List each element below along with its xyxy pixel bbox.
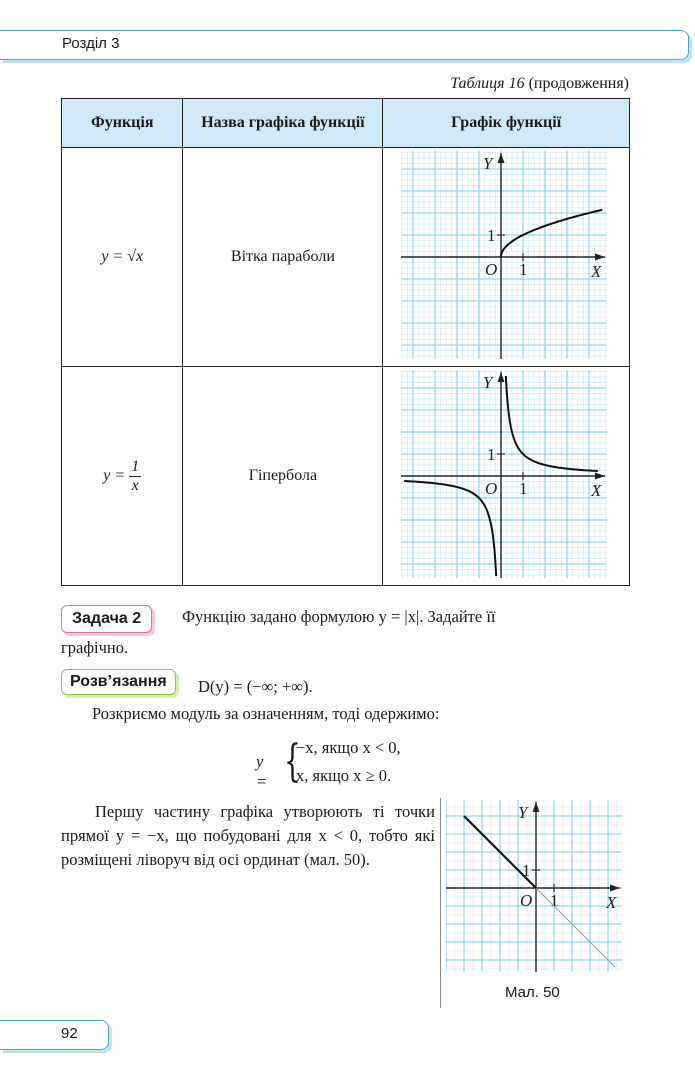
task-label: Задача 2 — [61, 605, 152, 633]
table-caption-paren: (продовження) — [528, 75, 629, 92]
cell-function — [62, 148, 183, 367]
sqrt-curve — [501, 210, 602, 257]
x-axis-arrow — [610, 885, 620, 892]
table-caption-main: Таблиця 16 — [450, 75, 529, 92]
formula-sqrt: y = √x — [101, 248, 144, 265]
y-tick-label: 1 — [522, 861, 531, 880]
task-text: Функцію задано формулою y = |x|. Задайте її — [182, 607, 496, 626]
x-tick-label: 1 — [550, 891, 559, 910]
page-number: 92 — [61, 1025, 78, 1042]
paragraph-text: Першу частину графіка утворюють ті точки прямої y = −x, що побудовані для x < 0, тобто які розміщені ліворуч від осі ординат (мал. 50). — [61, 802, 435, 869]
cell-graph-name: Гіпербола — [183, 367, 383, 586]
header-graph-name: Назва графіка функції — [183, 99, 383, 148]
table-row — [62, 367, 630, 586]
x-axis-label: X — [606, 893, 617, 912]
table-caption — [450, 75, 629, 93]
x-tick-label: 1 — [519, 479, 528, 498]
x-axis-label: X — [591, 262, 602, 281]
cell-graph — [383, 148, 630, 367]
solution-label: Розв’язання — [61, 669, 176, 695]
table-row — [62, 148, 630, 367]
table-header-row — [62, 99, 630, 148]
hyperbola-graph — [401, 370, 611, 582]
origin-label: O — [485, 479, 498, 498]
line-right-part — [536, 888, 615, 967]
page-number-box — [0, 1020, 110, 1050]
hyperbola-branch-right — [506, 376, 598, 471]
cell-graph-name: Вітка параболи — [183, 148, 383, 367]
function-table — [61, 98, 630, 586]
origin-label: O — [485, 260, 498, 279]
task-text-continuation: графічно. — [61, 638, 129, 657]
origin-label: O — [520, 891, 533, 910]
cell-graph — [383, 367, 630, 586]
page-number-tab — [0, 1020, 109, 1050]
fraction-numerator: 1 — [131, 457, 140, 475]
figure-caption: Мал. 50 — [505, 984, 560, 1001]
section-title: Розділ 3 — [62, 35, 120, 52]
x-axis-label: X — [591, 481, 602, 500]
y-tick-label: 1 — [487, 445, 496, 464]
cell-function — [62, 367, 183, 586]
hyperbola-branch-left — [404, 481, 496, 576]
y-axis-label: Y — [518, 803, 528, 822]
formula-hyperbola-lhs: y = — [103, 466, 126, 484]
piecewise-lhs: y = — [256, 752, 268, 791]
piecewise-case-2: x, якщо x ≥ 0. — [296, 766, 392, 785]
curly-brace: { — [284, 736, 301, 787]
formula-hyperbola-fraction — [129, 458, 141, 495]
y-axis-label: Y — [483, 373, 493, 392]
figure-50-graph — [446, 800, 626, 975]
y-axis-label: Y — [483, 154, 493, 173]
sqrt-graph — [401, 151, 611, 363]
header-function: Функція — [62, 99, 183, 148]
y-tick-label: 1 — [487, 226, 496, 245]
header-graph: Графік функції — [383, 99, 630, 148]
piecewise-case-1: −x, якщо x < 0, — [296, 738, 401, 757]
explanation-paragraph — [61, 800, 435, 872]
solution-domain: D(y) = (−∞; +∞). — [198, 677, 313, 696]
fraction-denominator: x — [131, 476, 139, 494]
solution-text: Розкриємо модуль за означенням, тоді одержимо: — [92, 704, 440, 723]
figure-divider — [440, 798, 441, 1008]
x-tick-label: 1 — [519, 260, 528, 279]
section-header — [0, 30, 695, 62]
